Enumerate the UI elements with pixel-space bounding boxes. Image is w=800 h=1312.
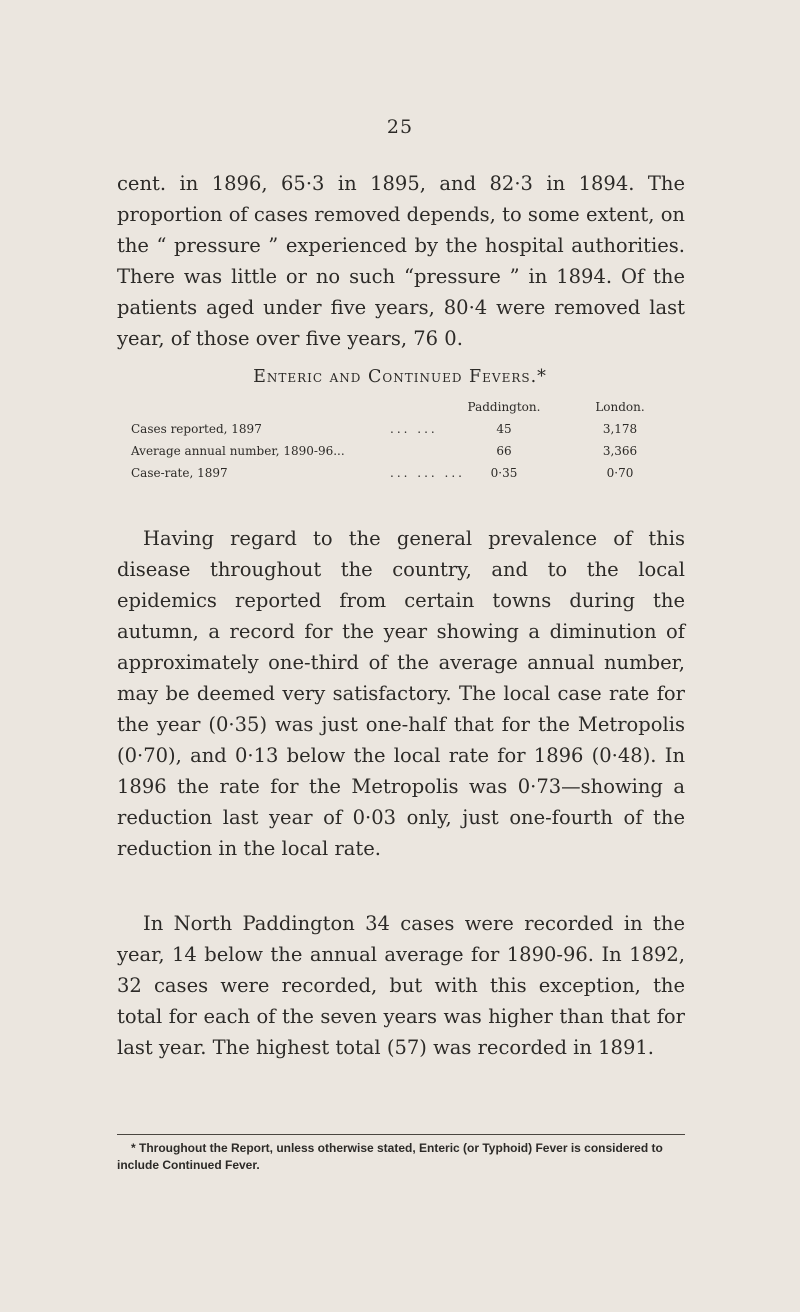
cell-paddington: 45 <box>496 422 512 436</box>
cell-london: 3,366 <box>602 444 638 458</box>
row-leader-dots: ... ... ... <box>390 466 465 480</box>
table-header-row <box>117 400 685 422</box>
column-header-london: London. <box>595 400 645 414</box>
paragraph-north-paddington: In North Paddington 34 cases were recorded in the year, 14 below the annual average for 1890-96. In 1892, 32 cases were recorded, but with this exception, the total for each of the seven years was higher than that for last year. The highest total (57) was recorded in 1891. <box>117 912 685 1059</box>
page-number: 25 <box>386 116 414 138</box>
cell-london: 0·70 <box>606 466 634 480</box>
row-leader-dots: ... ... <box>390 422 438 436</box>
row-label: Cases reported, 1897 <box>131 422 262 436</box>
table-row <box>117 422 685 444</box>
footnote-divider <box>117 1134 685 1135</box>
footnote: * Throughout the Report, unless otherwise stated, Enteric (or Typhoid) Fever is considered to include Continued Fever. <box>117 1141 663 1172</box>
row-label: Case-rate, 1897 <box>131 466 228 480</box>
paragraph-removals: cent. in 1896, 65·3 in 1895, and 82·3 in 1894. The proportion of cases removed depends, to some extent, on the “ pressure ” experienced by the hospital authorities. There was little or no such “pressure ” in 1894. Of the patients aged under five years, 80·4 were removed last year, of those over five years, 76 0. <box>117 172 685 350</box>
row-label: Average annual number, 1890-96... <box>131 444 345 458</box>
paragraph-prevalence: Having regard to the general prevalence of this disease throughout the country, and to the local epidemics reported from certain towns during the autumn, a record for the year showing a diminution of approximately one-third of the average annual number, may be deemed very satisfactory. The local case rate for the year (0·35) was just one-half that for the Metropolis (0·70), and 0·13 below the local rate for 1896 (0·48). In 1896 the rate for the Metropolis was 0·73—showing a reduction last year of 0·03 only, just one-fourth of the reduction in the local rate. <box>117 527 685 860</box>
column-header-paddington: Paddington. <box>467 400 541 414</box>
cell-paddington: 66 <box>496 444 512 458</box>
table-row <box>117 466 685 488</box>
fever-statistics-table <box>117 400 685 488</box>
section-heading: Enteric and Continued Fevers.* <box>253 367 547 387</box>
cell-london: 3,178 <box>602 422 638 436</box>
cell-paddington: 0·35 <box>490 466 518 480</box>
table-row <box>117 444 685 466</box>
